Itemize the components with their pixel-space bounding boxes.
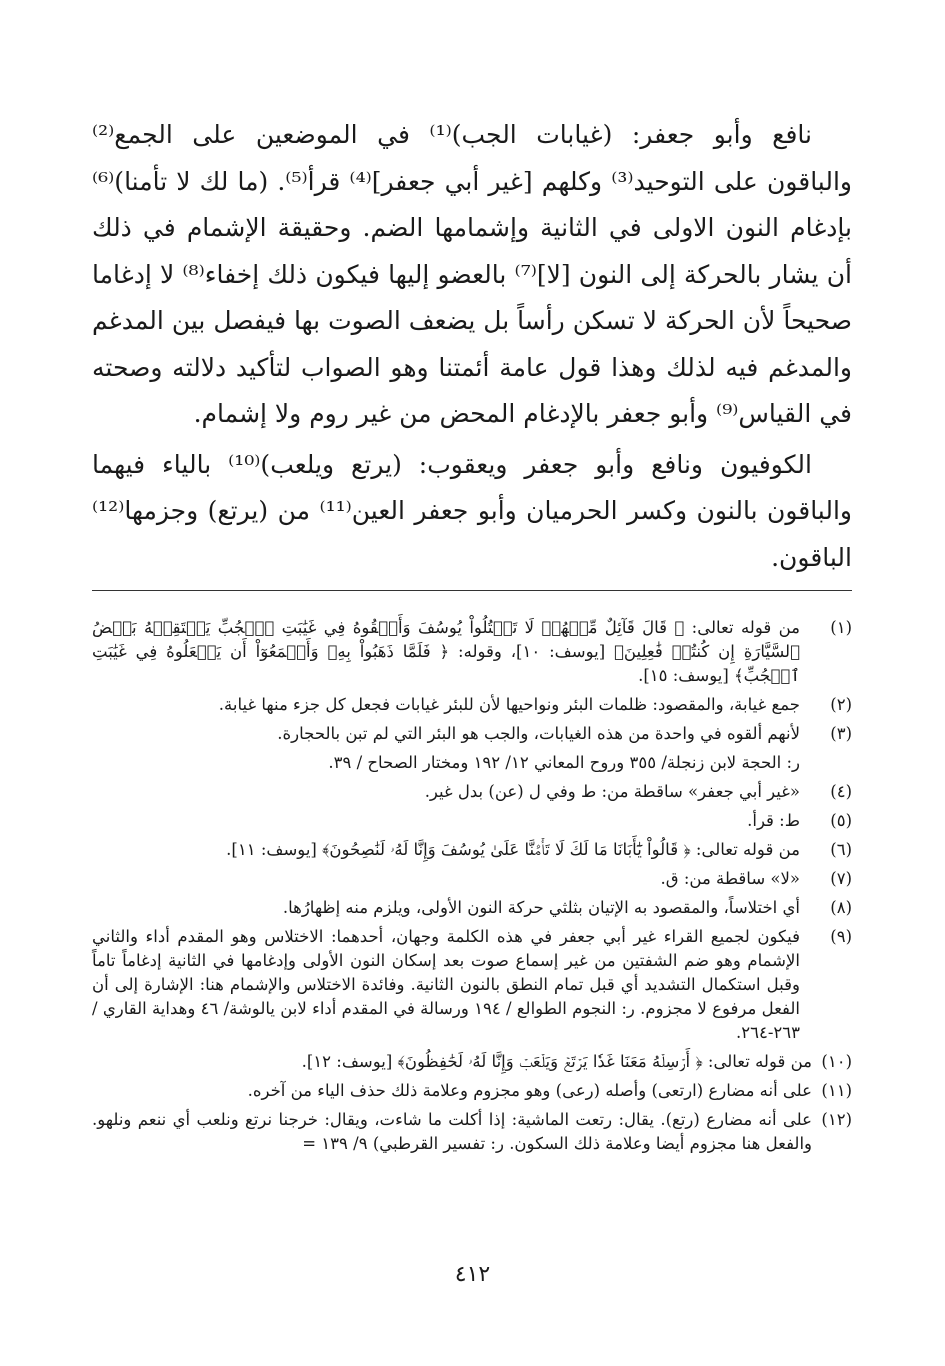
footnotes <box>92 616 852 1161</box>
footnote-3-continuation <box>92 751 852 775</box>
main-text <box>92 112 852 581</box>
footnote-text: من قوله تعالى: ﴿ قَالُواْ يَٰٓأَبَانَا مَا لَكَ لَا تَأۡمَ۫نَّا عَلَىٰ يُوسُفَ وَإِنَّا لَهُۥ لَنَٰصِحُونَ﴾ [يوسف: ١١]. <box>226 840 800 859</box>
footnote-12 <box>92 1108 852 1156</box>
footnote-number: (٥) <box>830 811 852 830</box>
footnote-text: على أنه مضارع (ارتعى) وأصله (رعى) وهو مجزوم وعلامة ذلك حذف الياء من آخره. <box>247 1081 812 1100</box>
footnote-text: لأنهم ألقوه في واحدة من هذه الغيابات، والجب هو البئر التي لم تبن بالحجارة. <box>277 724 800 743</box>
footnote-number: (١) <box>830 618 852 637</box>
footnote-text: أي اختلاساً، والمقصود به الإتيان بثلثي حركة النون الأولى، ويلزم منه إظهارُها. <box>282 898 800 917</box>
footnote-number: (٤) <box>830 782 852 801</box>
footnote-11 <box>92 1079 852 1103</box>
footnote-number: (١١) <box>821 1081 852 1100</box>
footnote-4 <box>92 780 852 804</box>
footnote-number: (٩) <box>830 927 852 946</box>
footnote-5 <box>92 809 852 833</box>
footnote-text: ر: الحجة لابن زنجلة/ ٣٥٥ وروح المعاني ١٢/ ١٩٢ ومختار الصحاح / ٣٩. <box>328 753 800 772</box>
footnote-7 <box>92 867 852 891</box>
footnote-text: «غير أبي جعفر» ساقطة من: ط وفي ل (عن) بدل غير. <box>424 782 800 801</box>
footnote-divider <box>92 590 852 591</box>
main-paragraph-2: الكوفيون ونافع وأبو جعفر ويعقوب: (يرتع ويلعب)⁽¹⁰⁾ بالياء فيهما والباقون بالنون وكسر الحرميان وأبو جعفر العين⁽¹¹⁾ من (يرتع) وجزمها⁽¹²⁾ الباقون. <box>92 449 852 572</box>
footnote-number: (٨) <box>830 898 852 917</box>
footnote-text: «لا» ساقطة من: ق. <box>660 869 800 888</box>
footnote-2 <box>92 693 852 717</box>
main-paragraph-1: نافع وأبو جعفر: (غيابات الجب)⁽¹⁾ في الموضعين على الجمع⁽²⁾ والباقون على التوحيد⁽³⁾ وكلهم [غير أبي جعفر]⁽⁴⁾ قرأ⁽⁵⁾. (ما لك لا تأمنا)⁽⁶⁾ بإدغام النون الاولى في الثانية وإشمامها الضم. وحقيقة الإشمام في ذلك أن يشار بالحركة إلى النون [لا]⁽⁷⁾ بالعضو إليها فيكون ذلك إخفاء⁽⁸⁾ لا إدغاما صحيحاً لأن الحركة لا تسكن رأساً بل يضعف الصوت بها فيفصل بين المدغم والمدغم فيه لذلك وهذا قول عامة أئمتنا وهو الصواب لتأكيد دلالته وصحته في القياس⁽⁹⁾ وأبو جعفر بالإدغام المحض من غير روم ولا إشمام. <box>92 120 852 428</box>
footnote-number: (١٢) <box>821 1110 852 1129</box>
footnote-8 <box>92 896 852 920</box>
footnote-text: ط: قرأ. <box>747 811 800 830</box>
footnote-3 <box>92 722 852 746</box>
footnote-number: (٣) <box>830 724 852 743</box>
footnote-9 <box>92 925 852 1045</box>
footnote-1 <box>92 616 852 688</box>
footnote-text: من قوله تعالى: ﴿ قَالَ قَآئِلٌ مِّنۡهُمۡ لَا تَقۡتُلُواْ يُوسُفَ وَأَلۡقُوهُ فِي غَيَٰبَتِ ٱلۡجُبِّ يَلۡتَقِطۡهُ بَعۡضُ ٱلسَّيَّارَةِ إِن كُنتُمۡ فَٰعِلِينَ﴾ [يوسف: ١٠]، وقوله: ﴿ فَلَمَّا ذَهَبُواْ بِهِۦ وَأَجۡمَعُوٓاْ أَن يَجۡعَلُوهُ فِي غَيَٰبَتِ ٱلۡجُبِّ﴾ [يوسف: ١٥]. <box>92 618 800 685</box>
footnote-number: (٢) <box>830 695 852 714</box>
footnote-10 <box>92 1050 852 1074</box>
footnote-text: من قوله تعالى: ﴿ أَرۡسِلۡهُ مَعَنَا غَدٗا يَرۡتَعۡ وَيَلۡعَبۡ وَإِنَّا لَهُۥ لَحَٰفِظُونَ﴾ [يوسف: ١٢]. <box>301 1052 812 1071</box>
footnote-number: (٦) <box>830 840 852 859</box>
footnote-text: جمع غيابة، والمقصود: ظلمات البئر ونواحيها لأن للبئر غيابات فجعل كل جزء منها غيابة. <box>218 695 800 714</box>
footnote-number: (١٠) <box>821 1052 852 1071</box>
footnote-6 <box>92 838 852 862</box>
footnote-text: فيكون لجميع القراء غير أبي جعفر في هذه الكلمة وجهان، أحدهما: الاختلاس وهو المقدم أداء والثاني الإشمام وهو ضم الشفتين من غير إسماع صوت بعد إسكان النون الأولى وإدغامها في الثانية إدغاماً تاماً وقبل استكمال التشديد أي قبل تمام النطق بالنون الثانية. وفائدة الاختلاس والإشمام هنا: الإشارة إلى أن الفعل مرفوع لا مجزوم. ر: النجوم الطوالع / ١٩٤ ورسالة في المقدم أداء لابن يالوشة/ ٤٦ وهداية القاري / ٢٦٣-٢٦٤. <box>92 927 800 1042</box>
page-number: ٤١٢ <box>454 1262 491 1287</box>
footnote-number: (٧) <box>830 869 852 888</box>
footnote-text: على أنه مضارع (رتع). يقال: رتعت الماشية: إذا أكلت ما شاءت، ويقال: خرجنا نرتع ونلعب أي ننعم ونلهو. والفعل هنا مجزوم أيضا وعلامة ذلك السكون. ر: تفسير القرطبي) ٩/ ١٣٩ = <box>92 1110 812 1153</box>
